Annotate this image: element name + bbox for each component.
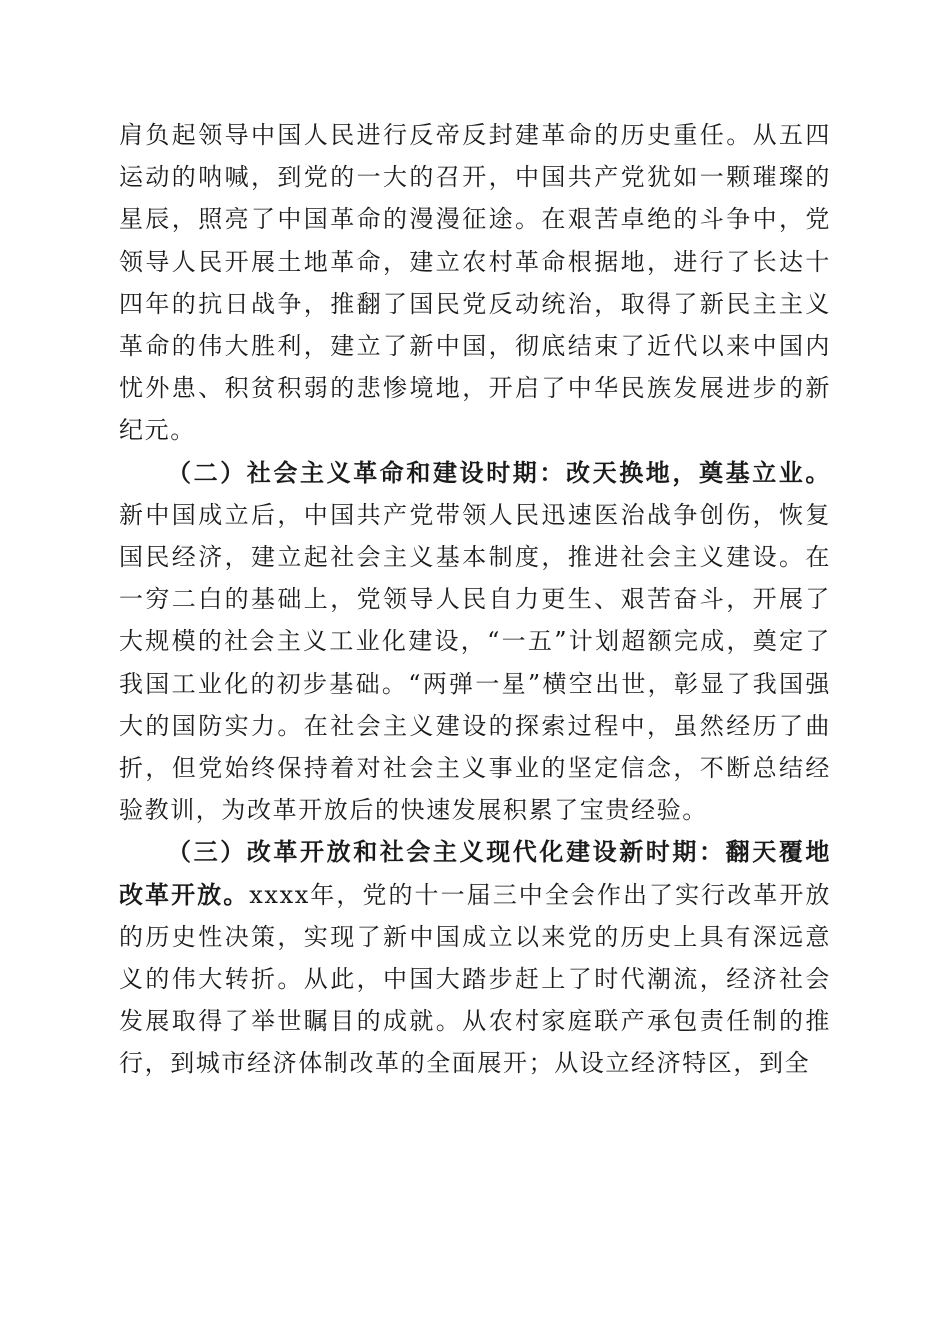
section-2-body: 新中国成立后，中国共产党带领人民迅速医治战争创伤，恢复国民经济，建立起社会主义基本制度，推进社会主义建设。在一穷二白的基础上，党领导人民自力更生、艰苦奋斗，开展了大规模的社会主义工业化建设，“一五”计划超额完成，奠定了我国工业化的初步基础。“两弹一星”横空出世，彰显了我国强大的国防实力。在社会主义建设的探索过程中，虽然经历了曲折，但党始终保持着对社会主义事业的坚定信念，不断总结经验教训，为改革开放后的快速发展积累了宝贵经验。 <box>119 500 831 825</box>
section-3-heading: （三）改革开放和社会主义现代化建设新时期：翻天覆地改革开放。 <box>119 837 831 909</box>
section-2-heading: （二）社会主义革命和建设时期：改天换地，奠基立业。 <box>167 457 831 487</box>
document-body <box>119 114 831 1085</box>
section-3-body: xxxx年，党的十一届三中全会作出了实行改革开放的历史性决策，实现了新中国成立以来党的历史上具有深远意义的伟大转折。从此，中国大踏步赶上了时代潮流，经济社会发展取得了举世瞩目的成就。从农村家庭联产承包责任制的推行，到城市经济体制改革的全面展开；从设立经济特区，到全 <box>119 880 831 1078</box>
paragraph-1: 肩负起领导中国人民进行反帝反封建革命的历史重任。从五四运动的呐喊，到党的一大的召开，中国共产党犹如一颗璀璨的星辰，照亮了中国革命的漫漫征途。在艰苦卓绝的斗争中，党领导人民开展土地革命，建立农村革命根据地，进行了长达十四年的抗日战争，推翻了国民党反动统治，取得了新民主主义革命的伟大胜利，建立了新中国，彻底结束了近代以来中国内忧外患、积贫积弱的悲惨境地，开启了中华民族发展进步的新纪元。 <box>119 121 831 445</box>
paragraph-section-3 <box>119 831 831 1084</box>
paragraph-section-2 <box>119 452 831 832</box>
